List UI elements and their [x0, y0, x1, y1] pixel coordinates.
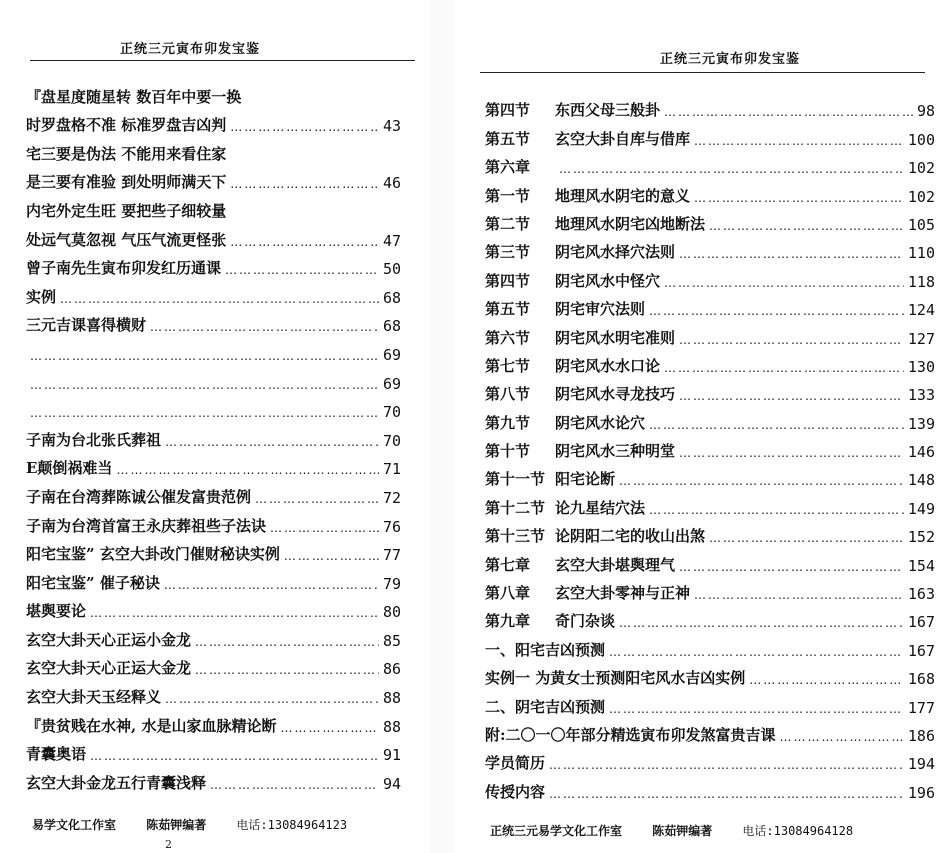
- toc-entry: [26, 335, 401, 364]
- toc-entry: [485, 717, 935, 745]
- toc-entry-title: 时罗盘格不准 标准罗盘吉凶判: [26, 116, 227, 135]
- left-header-rule: [30, 60, 415, 61]
- toc-entry: [485, 120, 935, 148]
- toc-entry: [26, 593, 401, 622]
- toc-entry-title: 曾子南先生寅布卯发红历通课: [26, 259, 222, 278]
- toc-page-number: 139: [907, 414, 935, 433]
- toc-leader-dots: [255, 492, 379, 507]
- footer-phone: 电话:13084964128: [742, 824, 854, 838]
- toc-entry-label: 第八章: [485, 584, 531, 603]
- left-page-number: 2: [165, 838, 172, 851]
- toc-page-number: 68: [382, 317, 401, 336]
- toc-entry-label: 第二节: [485, 214, 531, 233]
- toc-entry: [485, 348, 935, 376]
- toc-page-number: 130: [907, 357, 935, 376]
- toc-leader-dots: [225, 263, 379, 278]
- toc-entry-title: 玄空大卦天心正运小金龙: [26, 630, 192, 649]
- toc-entry: [485, 177, 935, 205]
- footer-author: 陈茹钾编著: [146, 818, 207, 832]
- toc-leader-dots: [280, 721, 378, 736]
- toc-page-number: 127: [907, 329, 935, 348]
- toc-entry: [485, 149, 935, 177]
- toc-page-number: 85: [382, 631, 401, 650]
- toc-leader-dots: [679, 247, 904, 262]
- toc-entry: [26, 192, 401, 221]
- toc-entry-label: 第十二节: [485, 498, 546, 517]
- toc-entry-title: 阴宅审穴法则: [555, 300, 646, 319]
- toc-page-number: 149: [907, 499, 935, 518]
- toc-entry: [26, 307, 401, 336]
- toc-leader-dots: [649, 304, 904, 319]
- toc-entry-title: 论阴阳二宅的收山出煞: [555, 527, 706, 546]
- toc-entry: [26, 507, 401, 536]
- toc-page-number: 43: [382, 117, 401, 136]
- toc-leader-dots: [780, 730, 904, 745]
- toc-entry-title: 玄空大卦金龙五行青囊浅释: [26, 773, 207, 792]
- toc-entry-title: E颠倒祸难当: [26, 459, 113, 478]
- toc-leader-dots: [165, 692, 379, 707]
- toc-entry-label: 第四节: [485, 271, 531, 290]
- toc-entry-title: 玄空大卦天心正运大金龙: [26, 659, 192, 678]
- toc-entry: [485, 206, 935, 234]
- toc-entry-title: 青囊奥语: [26, 745, 87, 764]
- toc-page-number: 177: [907, 698, 935, 717]
- toc-entry: [26, 250, 401, 279]
- toc-leader-dots: [664, 276, 904, 291]
- toc-entry-title: 学员简历: [485, 754, 546, 773]
- toc-leader-dots: [694, 134, 904, 149]
- toc-entry-label: 第一节: [485, 186, 531, 205]
- toc-entry-title: 论九星结穴法: [555, 498, 646, 517]
- toc-entry-label: 第五节: [485, 129, 531, 148]
- toc-leader-dots: [60, 292, 379, 307]
- left-page-footer: [32, 816, 373, 833]
- toc-entry: [26, 78, 401, 107]
- toc-entry-title: 三元吉课喜得横财: [26, 316, 147, 335]
- toc-entry-title: 阴宅风水三种明堂: [555, 442, 676, 461]
- toc-entry-label: 第十三节: [485, 527, 546, 546]
- toc-leader-dots: [150, 320, 379, 335]
- toc-entry: [26, 421, 401, 450]
- toc-entry-label: 第十节: [485, 442, 531, 461]
- toc-entry-title: 阳宅宝鉴” 催子秘诀: [26, 573, 160, 592]
- toc-page-number: 70: [382, 431, 401, 450]
- footer-studio: 易学文化工作室: [32, 818, 117, 832]
- toc-entry-label: 第六章: [485, 158, 531, 177]
- toc-entry-title: 内宅外定生旺 要把些子细较量: [26, 201, 227, 220]
- toc-entry: [485, 234, 935, 262]
- toc-page-number: 124: [907, 301, 935, 320]
- toc-entry: [26, 450, 401, 479]
- toc-entry-title: 阴宅风水寻龙技巧: [555, 385, 676, 404]
- toc-page-number: 167: [907, 613, 935, 632]
- toc-entry-title: 『贵贫贱在水神, 水是山家血脉精论断: [26, 716, 277, 735]
- toc-entry: [26, 393, 401, 422]
- toc-entry-title: 实例: [26, 287, 57, 306]
- toc-page-number: 46: [382, 174, 401, 193]
- toc-page-number: 68: [382, 288, 401, 307]
- toc-entry: [485, 376, 935, 404]
- toc-entry: [485, 773, 935, 801]
- toc-entry-title: 堪舆要论: [26, 602, 87, 621]
- toc-page-number: 70: [382, 403, 401, 422]
- toc-entry-title: 一、阳宅吉凶预测: [485, 640, 606, 659]
- left-page-header: 正统三元寅布卯发宝鉴: [119, 42, 260, 57]
- toc-page-number: 194: [907, 755, 935, 774]
- right-page-footer: [490, 822, 879, 839]
- toc-entry-title: 玄空大卦天玉经释义: [26, 688, 162, 707]
- toc-leader-dots: [619, 616, 904, 631]
- toc-leader-dots: [195, 663, 379, 678]
- toc-entry-title: 『盘星度随星转 数百年中要一换: [26, 87, 242, 106]
- toc-page-number: 148: [907, 471, 935, 490]
- toc-leader-dots: [709, 531, 904, 546]
- toc-page-number: 72: [382, 488, 401, 507]
- toc-page-number: 102: [907, 187, 935, 206]
- toc-entry-title: 阴宅风水水口论: [555, 356, 661, 375]
- toc-entry-label: 第九章: [485, 612, 531, 631]
- footer-phone: 电话:13084964123: [236, 818, 348, 832]
- toc-entry-title: 宅三要是伪法 不能用来看住家: [26, 144, 227, 163]
- toc-page-number: 196: [907, 783, 935, 802]
- toc-leader-dots: [90, 749, 379, 764]
- toc-leader-dots: [30, 378, 379, 393]
- toc-entry-title: 阴宅风水中怪穴: [555, 271, 661, 290]
- toc-entry-label: 第七节: [485, 356, 531, 375]
- toc-entry: [26, 364, 401, 393]
- toc-entry: [485, 461, 935, 489]
- toc-entry: [485, 433, 935, 461]
- toc-leader-dots: [609, 702, 904, 717]
- toc-page-number: 86: [382, 660, 401, 679]
- toc-entry-title: 阴宅风水择穴法则: [555, 243, 676, 262]
- toc-entry-title: 玄空大卦零神与正神: [555, 584, 691, 603]
- left-toc-list: [26, 78, 401, 793]
- toc-entry-label: 第三节: [485, 243, 531, 262]
- toc-entry-title: 附:二〇一〇年部分精选寅布卯发煞富贵吉课: [485, 725, 776, 744]
- toc-entry: [485, 92, 935, 120]
- toc-page-number: 154: [907, 556, 935, 575]
- toc-page-number: 102: [907, 159, 935, 178]
- right-toc-list: [485, 92, 935, 802]
- toc-entry: [485, 319, 935, 347]
- toc-leader-dots: [749, 673, 904, 688]
- footer-author: 陈茹钾编著: [652, 824, 713, 838]
- toc-page-number: 163: [907, 585, 935, 604]
- toc-entry: [26, 278, 401, 307]
- toc-entry: [26, 621, 401, 650]
- toc-entry-title: 玄空大卦堪舆理气: [555, 555, 676, 574]
- toc-page-number: 76: [382, 517, 401, 536]
- toc-entry-title: 处远气莫忽视 气压气流更怪张: [26, 230, 227, 249]
- toc-page-number: 69: [382, 374, 401, 393]
- toc-entry: [26, 707, 401, 736]
- toc-entry-title: 阴宅风水明宅准则: [555, 328, 676, 347]
- toc-leader-dots: [210, 778, 379, 793]
- book-spine: [430, 0, 455, 853]
- toc-entry: [485, 546, 935, 574]
- toc-leader-dots: [195, 635, 379, 650]
- toc-page-number: 91: [382, 746, 401, 765]
- toc-leader-dots: [664, 361, 904, 376]
- toc-leader-dots: [679, 333, 904, 348]
- toc-page-number: 69: [382, 345, 401, 364]
- toc-leader-dots: [649, 503, 904, 518]
- right-header-rule: [480, 72, 925, 73]
- toc-leader-dots: [649, 418, 904, 433]
- toc-leader-dots: [559, 162, 904, 177]
- toc-entry-title: 传授内容: [485, 782, 546, 801]
- toc-entry: [26, 736, 401, 765]
- toc-entry: [485, 518, 935, 546]
- toc-leader-dots: [90, 606, 379, 621]
- toc-entry-title: 二、阴宅吉凶预测: [485, 697, 606, 716]
- toc-entry-title: 地理风水阴宅的意义: [555, 186, 691, 205]
- toc-page-number: 88: [382, 717, 401, 736]
- toc-entry: [26, 135, 401, 164]
- toc-entry: [26, 650, 401, 679]
- toc-entry: [485, 575, 935, 603]
- toc-leader-dots: [679, 389, 904, 404]
- toc-leader-dots: [164, 578, 379, 593]
- toc-page-number: 100: [907, 130, 935, 149]
- toc-entry: [485, 660, 935, 688]
- toc-entry: [485, 631, 935, 659]
- toc-leader-dots: [679, 560, 904, 575]
- toc-page-number: 105: [907, 215, 935, 234]
- toc-entry-label: 第九节: [485, 413, 531, 432]
- toc-page-number: 146: [907, 443, 935, 462]
- toc-leader-dots: [30, 349, 379, 364]
- toc-entry-title: 子南为台北张氏葬祖: [26, 430, 162, 449]
- right-page: [455, 0, 950, 853]
- toc-entry-label: 第六节: [485, 328, 531, 347]
- toc-entry: [485, 745, 935, 773]
- toc-entry-title: 阴宅风水论穴: [555, 413, 646, 432]
- toc-leader-dots: [165, 435, 379, 450]
- toc-entry: [26, 564, 401, 593]
- toc-entry: [26, 678, 401, 707]
- toc-page-number: 98: [916, 102, 935, 121]
- toc-leader-dots: [694, 191, 904, 206]
- toc-page-number: 77: [382, 546, 401, 565]
- toc-entry-label: 第四节: [485, 101, 531, 120]
- toc-entry-label: 第七章: [485, 555, 531, 574]
- toc-leader-dots: [619, 474, 904, 489]
- toc-leader-dots: [30, 406, 379, 421]
- toc-page-number: 50: [382, 260, 401, 279]
- toc-leader-dots: [230, 235, 379, 250]
- toc-entry-title: 阳宅宝鉴” 玄空大卦改门催财秘诀实例: [26, 545, 280, 564]
- toc-entry-title: 地理风水阴宅凶地断法: [555, 214, 706, 233]
- right-page-header: 正统三元寅布卯发宝鉴: [659, 52, 800, 67]
- toc-entry: [26, 221, 401, 250]
- toc-page-number: 118: [907, 272, 935, 291]
- toc-entry-title: 奇门杂谈: [555, 612, 616, 631]
- toc-leader-dots: [664, 105, 913, 120]
- toc-entry: [485, 404, 935, 432]
- toc-entry: [26, 536, 401, 565]
- toc-entry-title: 实例一 为黄女士预测阳宅风水吉凶实例: [485, 669, 746, 688]
- toc-entry: [485, 262, 935, 290]
- toc-leader-dots: [609, 645, 904, 660]
- toc-entry-label: 第十一节: [485, 470, 546, 489]
- toc-leader-dots: [549, 787, 904, 802]
- toc-page-number: 167: [907, 641, 935, 660]
- toc-entry: [26, 764, 401, 793]
- toc-page-number: 80: [382, 603, 401, 622]
- toc-entry: [485, 291, 935, 319]
- toc-page-number: 110: [907, 244, 935, 263]
- toc-page-number: 168: [907, 670, 935, 689]
- toc-page-number: 47: [382, 231, 401, 250]
- toc-leader-dots: [270, 521, 379, 536]
- toc-entry: [485, 603, 935, 631]
- toc-page-number: 71: [382, 460, 401, 479]
- toc-leader-dots: [549, 758, 904, 773]
- toc-entry-label: 第五节: [485, 300, 531, 319]
- toc-page-number: 94: [382, 774, 401, 793]
- footer-studio: 正统三元易学文化工作室: [490, 824, 623, 838]
- toc-entry: [26, 107, 401, 136]
- toc-entry: [485, 688, 935, 716]
- toc-leader-dots: [694, 588, 904, 603]
- toc-page-number: 186: [907, 726, 935, 745]
- toc-entry: [26, 164, 401, 193]
- toc-entry: [485, 489, 935, 517]
- toc-page-number: 88: [382, 689, 401, 708]
- toc-entry-title: 子南在台湾葬陈诚公催发富贵范例: [26, 487, 252, 506]
- toc-entry: [26, 478, 401, 507]
- toc-entry-label: 第八节: [485, 385, 531, 404]
- toc-page-number: 79: [382, 574, 401, 593]
- left-page: [0, 0, 430, 853]
- toc-leader-dots: [679, 446, 904, 461]
- toc-leader-dots: [709, 219, 904, 234]
- toc-leader-dots: [230, 177, 379, 192]
- toc-entry-title: 是三要有准验 到处明师满天下: [26, 173, 227, 192]
- toc-leader-dots: [284, 549, 379, 564]
- toc-leader-dots: [116, 463, 379, 478]
- toc-leader-dots: [230, 120, 379, 135]
- toc-entry-title: 玄空大卦自库与借库: [555, 129, 691, 148]
- toc-entry-title: 东西父母三般卦: [555, 101, 661, 120]
- toc-entry-title: 阳宅论断: [555, 470, 616, 489]
- toc-page-number: 152: [907, 528, 935, 547]
- toc-entry-title: 子南为台湾首富王永庆葬祖些子法诀: [26, 516, 267, 535]
- toc-page-number: 133: [907, 386, 935, 405]
